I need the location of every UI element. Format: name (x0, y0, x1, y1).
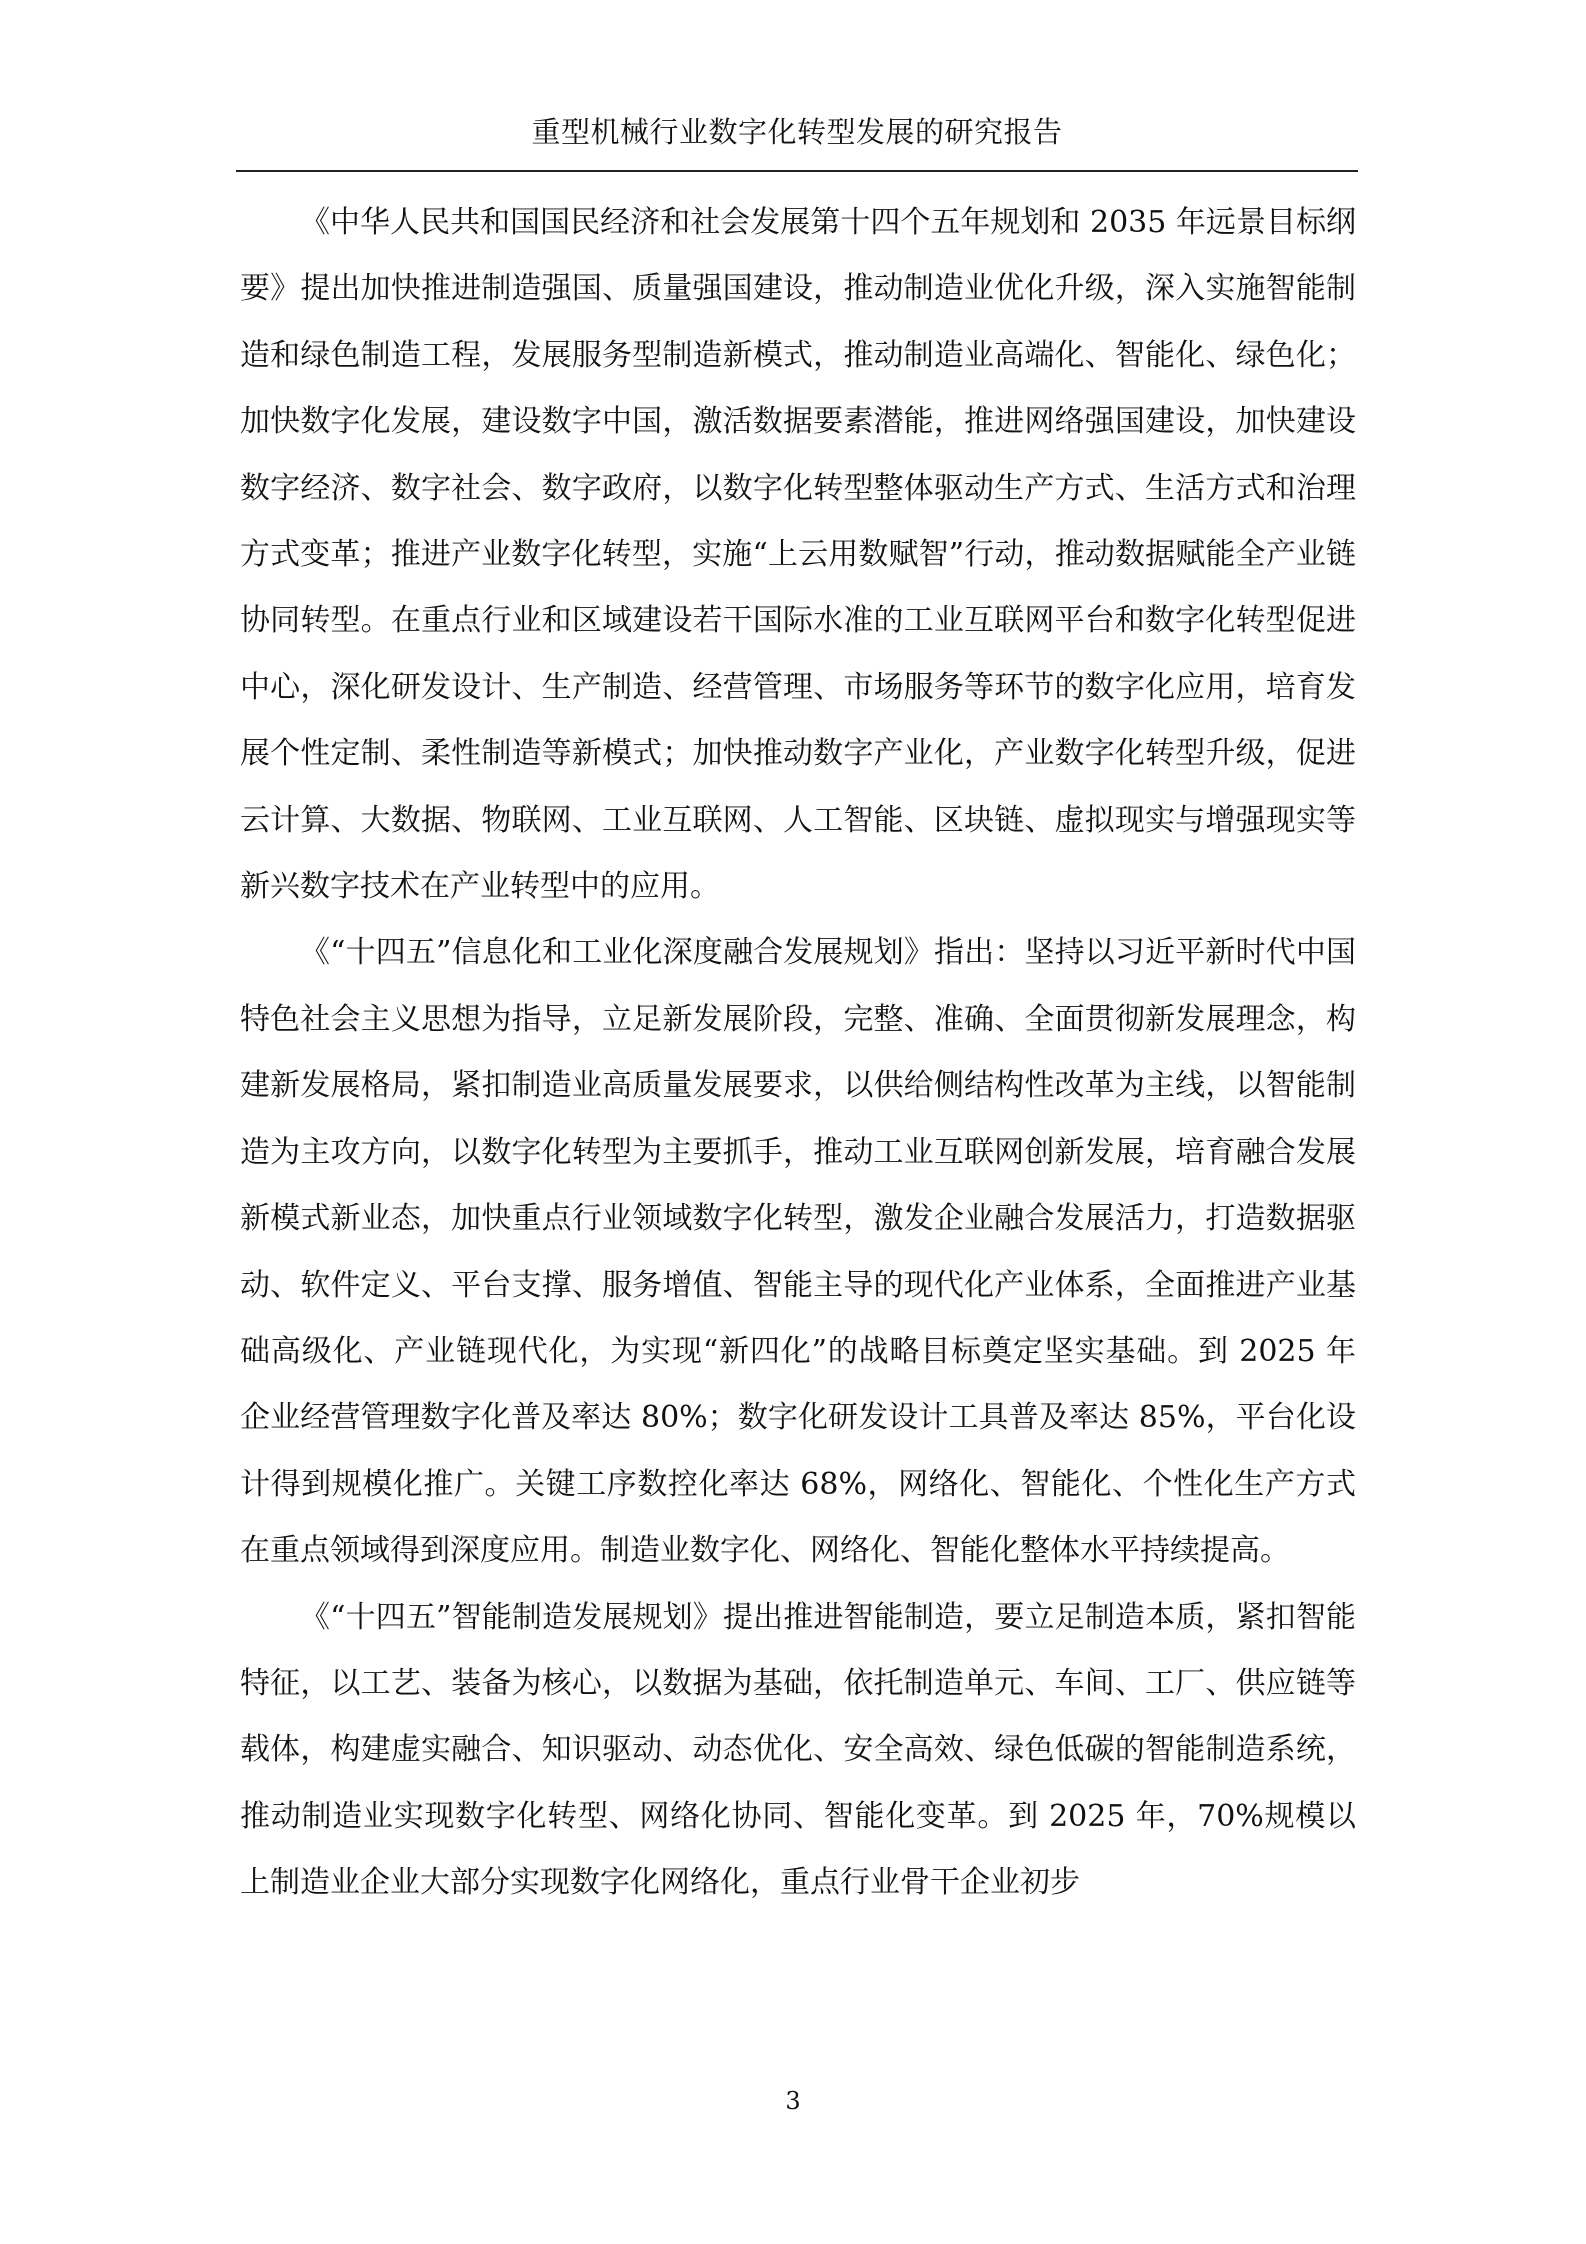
paragraph-informatization-plan: 《“十四五”信息化和工业化深度融合发展规划》指出：坚持以习近平新时代中国特色社会主义思想为指导，立足新发展阶段，完整、准确、全面贯彻新发展理念，构建新发展格局，紧扣制造业高质量发展要求，以供给侧结构性改革为主线，以智能制造为主攻方向，以数字化转型为主要抓手，推动工业互联网创新发展，培育融合发展新模式新业态，加快重点行业领域数字化转型，激发企业融合发展活力，打造数据驱动、软件定义、平台支撑、服务增值、智能主导的现代化产业体系，全面推进产业基础高级化、产业链现代化，为实现“新四化”的战略目标奠定坚实基础。到 2025 年企业经营管理数字化普及率达 80%；数字化研发设计工具普及率达 85%，平台化设计得到规模化推广。关键工序数控化率达 68%，网络化、智能化、个性化生产方式在重点领域得到深度应用。制造业数字化、网络化、智能化整体水平持续提高。 (240, 935, 1356, 1569)
page-number: 3 (785, 2087, 801, 2115)
running-header-title: 重型机械行业数字化转型发展的研究报告 (531, 115, 1063, 149)
header-divider (236, 170, 1358, 172)
paragraph-five-year-plan: 《中华人民共和国国民经济和社会发展第十四个五年规划和 2035 年远景目标纲要》提出加快推进制造强国、质量强国建设，推动制造业优化升级，深入实施智能制造和绿色制造工程，发展服务型制造新模式，推动制造业高端化、智能化、绿色化；加快数字化发展，建设数字中国，激活数据要素潜能，推进网络强国建设，加快建设数字经济、数字社会、数字政府，以数字化转型整体驱动生产方式、生活方式和治理方式变革；推进产业数字化转型，实施“上云用数赋智”行动，推动数据赋能全产业链协同转型。在重点行业和区域建设若干国际水准的工业互联网平台和数字化转型促进中心，深化研发设计、生产制造、经营管理、市场服务等环节的数字化应用，培育发展个性定制、柔性制造等新模式；加快推动数字产业化，产业数字化转型升级，促进云计算、大数据、物联网、工业互联网、人工智能、区块链、虚拟现实与增强现实等新兴数字技术在产业转型中的应用。 (240, 205, 1356, 905)
body-text (240, 190, 1356, 1917)
paragraph-smart-manufacturing-plan: 《“十四五”智能制造发展规划》提出推进智能制造，要立足制造本质，紧扣智能特征，以工艺、装备为核心，以数据为基础，依托制造单元、车间、工厂、供应链等载体，构建虚实融合、知识驱动、动态优化、安全高效、绿色低碳的智能制造系统，推动制造业实现数字化转型、网络化协同、智能化变革。到 2025 年，70%规模以上制造业企业大部分实现数字化网络化，重点行业骨干企业初步 (240, 1599, 1356, 1901)
